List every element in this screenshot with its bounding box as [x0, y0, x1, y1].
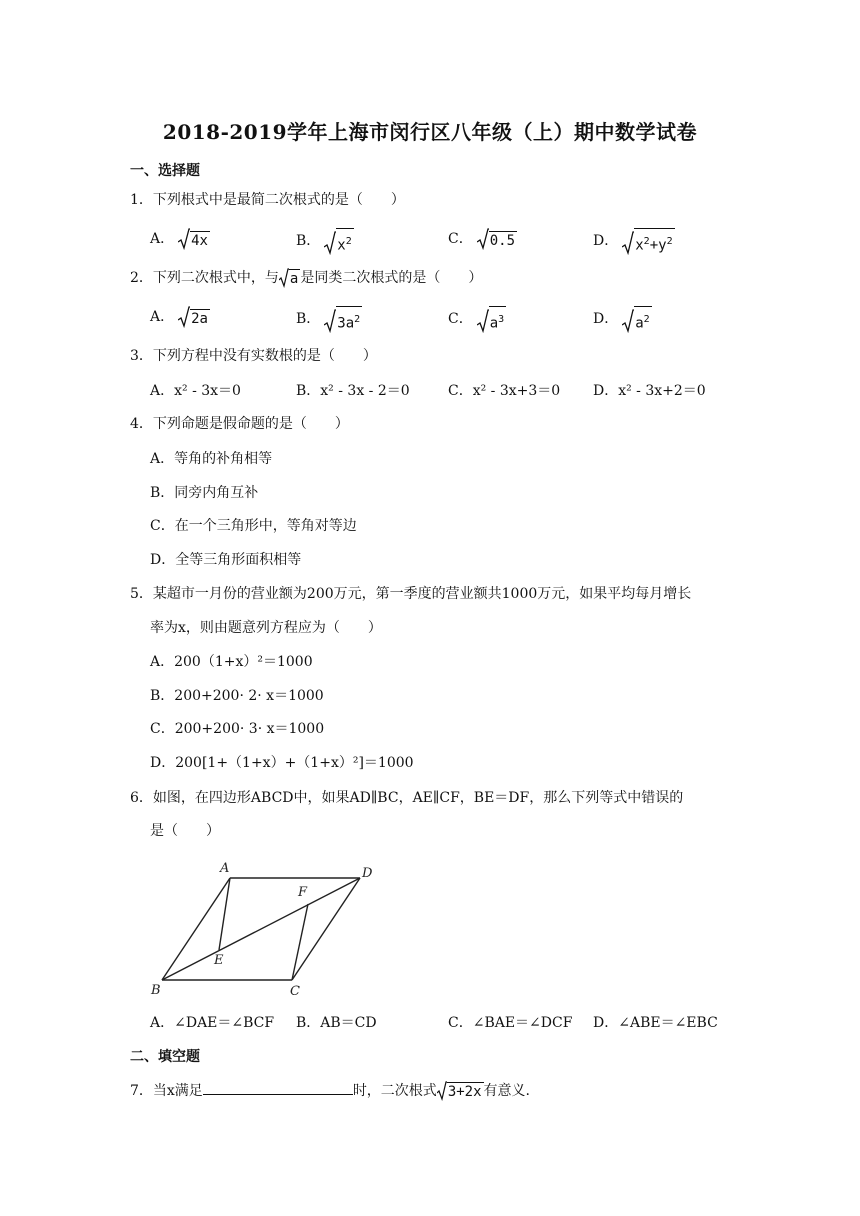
radical: 3+2x	[437, 1081, 484, 1101]
q6-stem-line2: 是（ ）	[150, 823, 220, 839]
q2-option-b[interactable]: B． $3a^2$	[296, 306, 362, 333]
radical: a	[279, 268, 300, 288]
q1-option-c[interactable]: C． 0.5	[448, 228, 517, 250]
q2-option-c[interactable]: C． $a^3$	[448, 306, 506, 333]
q3-option-d[interactable]: D．x² - 3x+2＝0	[593, 383, 706, 399]
point-label-f: F	[298, 885, 308, 900]
diagonal-bd	[162, 878, 360, 980]
q3-option-c[interactable]: C．x² - 3x+3＝0	[448, 383, 561, 399]
q4-option-a[interactable]: A．等角的补角相等	[150, 451, 273, 467]
radical: 4x	[178, 228, 210, 250]
q5-option-a[interactable]: A．200（1+x）²＝1000	[150, 654, 313, 670]
q1-stem: 1．下列根式中是最简二次根式的是（ ）	[130, 192, 405, 208]
q3-stem: 3．下列方程中没有实数根的是（ ）	[130, 348, 377, 364]
q6-option-c[interactable]: C．∠BAE＝∠DCF	[448, 1015, 573, 1031]
page-title: 2018-2019学年上海市闵行区八年级（上）期中数学试卷	[162, 120, 698, 144]
radical: $x^2+y^2$	[622, 228, 674, 255]
q2-option-a[interactable]: A． 2a	[150, 306, 210, 328]
q4-stem: 4．下列命题是假命题的是（ ）	[130, 416, 349, 432]
q5-option-c[interactable]: C．200+200· 3· x＝1000	[150, 721, 325, 737]
vertex-label-b: B	[151, 983, 161, 998]
radical: $a^2$	[622, 306, 651, 333]
radical: 0.5	[477, 228, 517, 250]
q3-option-b[interactable]: B．x² - 3x - 2＝0	[296, 383, 410, 399]
section-choice-heading: 一、选择题	[130, 163, 200, 179]
point-label-e: E	[214, 953, 224, 968]
q5-option-d[interactable]: D．200[1+（1+x）+（1+x）²]＝1000	[150, 755, 414, 771]
segment-ae	[219, 878, 230, 950]
q1-option-d[interactable]: D． $x^2+y^2$	[593, 228, 675, 255]
radical: 2a	[178, 306, 210, 328]
q4-option-b[interactable]: B．同旁内角互补	[150, 485, 259, 501]
q2-stem: 2．下列二次根式中，与 a 是同类二次根式的是（ ）	[130, 270, 483, 287]
quadrilateral-figure	[150, 850, 380, 1000]
vertex-label-a: A	[220, 861, 230, 876]
radical: $a^3$	[477, 306, 506, 333]
radical: $3a^2$	[324, 306, 362, 333]
q5-stem-line1: 5．某超市一月份的营业额为200万元，第一季度的营业额共1000万元，如果平均每月增长	[130, 586, 692, 602]
q6-stem-line1: 6．如图，在四边形ABCD中，如果AD∥BC，AE∥CF，BE＝DF，那么下列等式中错误的	[130, 790, 684, 806]
section-fill-heading: 二、填空题	[130, 1049, 200, 1065]
q6-option-a[interactable]: A．∠DAE＝∠BCF	[150, 1015, 275, 1031]
q6-option-d[interactable]: D．∠ABE＝∠EBC	[593, 1015, 718, 1031]
q5-stem-line2: 率为x，则由题意列方程应为（ ）	[150, 620, 382, 636]
q6-option-b[interactable]: B．AB＝CD	[296, 1015, 377, 1031]
q3-option-a[interactable]: A．x² - 3x＝0	[150, 383, 241, 399]
vertex-label-c: C	[290, 984, 300, 999]
q4-option-d[interactable]: D．全等三角形面积相等	[150, 552, 302, 568]
vertex-label-d: D	[362, 866, 373, 881]
q2-option-d[interactable]: D． $a^2$	[593, 306, 652, 333]
answer-blank[interactable]	[203, 1080, 353, 1095]
radical: $x^2$	[324, 228, 353, 255]
q1-option-a[interactable]: A． 4x	[150, 228, 210, 250]
q4-option-c[interactable]: C．在一个三角形中，等角对等边	[150, 518, 357, 534]
q1-option-b[interactable]: B． $x^2$	[296, 228, 354, 255]
q5-option-b[interactable]: B．200+200· 2· x＝1000	[150, 688, 324, 704]
q7-stem: 7．当x满足 时，二次根式 3+2x 有意义.	[130, 1080, 530, 1101]
